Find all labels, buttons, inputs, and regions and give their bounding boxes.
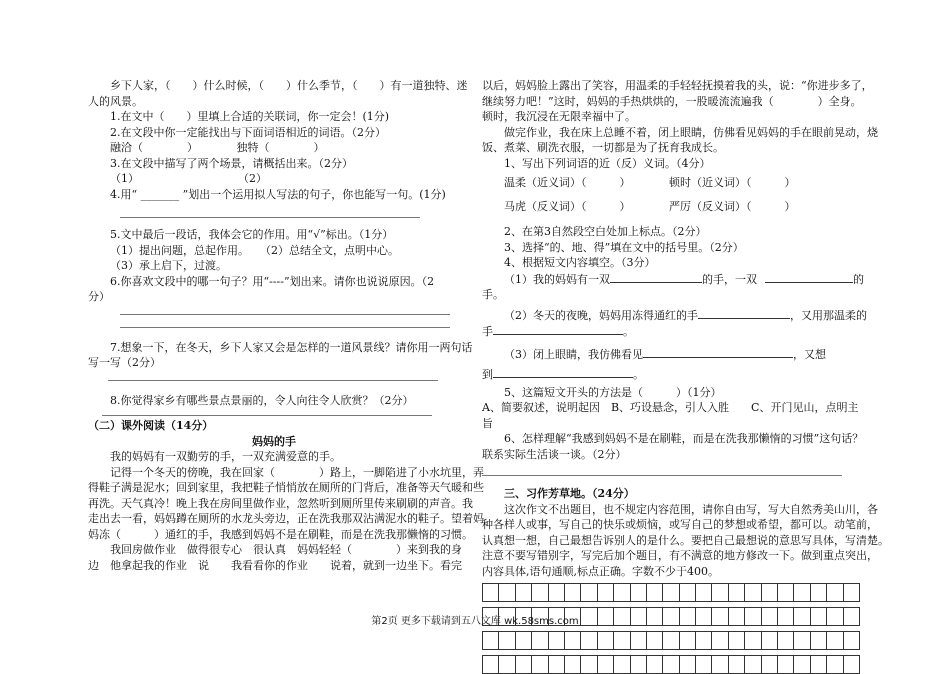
story-line: 我的妈妈有一双勤劳的手，一双充满爱意的手。 — [110, 450, 341, 463]
composition-line: 这次作文不出题目，也不规定内容范围，请你自由写，写大自然秀美山川，各 — [504, 502, 878, 516]
story-line: 以后，妈妈脸上露出了笑容，用温柔的手轻轻抚摸着我的头，说：“你进步多了， — [482, 79, 873, 92]
right-column — [482, 78, 889, 674]
composition-line: 种各样人或事，写自己的快乐或烦恼，或写自己的梦想或希望，都可以。动笔前， — [482, 518, 878, 531]
answer-line — [120, 313, 450, 315]
fill-text: 的 — [853, 272, 864, 286]
fill-text: 。 — [633, 368, 644, 381]
grid-row — [483, 632, 860, 650]
question-8: 8.你觉得家乡有哪些景点景丽的，令人向往令人欣赏？（2分） — [110, 393, 414, 407]
reading-question-4-item-1 — [482, 271, 864, 288]
composition-line: 内容具体,语句通顺,标点正确。字数不少于400。 — [482, 564, 719, 578]
reading-question-4-cont — [482, 366, 860, 383]
answer-line — [120, 216, 420, 218]
fill-blank[interactable] — [698, 307, 790, 319]
reading-question-4-item-3 — [482, 346, 860, 363]
fill-text: ，又想 — [793, 347, 826, 361]
story-line: 顿时，我沉浸在无限幸福中了。 — [482, 110, 636, 123]
reading-question-4-item-2 — [482, 307, 867, 324]
reading-question-4: 4、根据短文内容填空。（3分） — [504, 256, 656, 269]
question-1: 1.在文中（ ）里填上合适的关联词，你一定会！(1分) — [110, 110, 390, 123]
question-5-option: （3）承上启下，过渡。 — [110, 259, 227, 272]
fill-blank[interactable] — [643, 346, 793, 358]
reading-question-5-cont: 旨 — [482, 416, 493, 430]
reading-question-1-row: 温柔（近义词）（ ） 顿时（近义词）（ ） — [504, 176, 796, 189]
story-line: 边 他拿起我的作业 说 我看看你的作业 说着，就到一边坐下。看完 — [88, 558, 462, 572]
answer-line — [120, 326, 450, 328]
left-column — [88, 78, 484, 573]
reading-question-2: 2、在第3自然段空白处加上标点。（2分） — [504, 225, 707, 238]
passage-line: 乡下人家，（ ）什么时候，（ ）什么季节，（ ）有一道独特、迷 — [110, 79, 468, 92]
fill-text: （3）闭上眼睛，我仿佛看见 — [504, 347, 643, 361]
story-line: 妈冻（ ）通红的手，我感到妈妈不是在刷鞋，而是在洗我那懒惰的习惯。 — [88, 527, 473, 541]
answer-line — [102, 414, 432, 416]
question-7: 7.想象一下，在冬天，乡下人家又会是怎样的一道风景线？请你用一两句话 — [110, 340, 473, 354]
reading-question-4-cont: 手。 — [482, 288, 504, 301]
story-line: 做完作业，我在床上总睡不着，闭上眼睛，仿佛看见妈妈的手在眼前晃动，烧 — [504, 125, 878, 139]
question-2: 2.在文段中你一定能找出与下面词语相近的词语。（2分） — [110, 125, 386, 139]
reading-question-5-options: A、简要叙述，说明起因 B、巧设悬念，引人入胜 C、开门见山，点明主 — [482, 401, 859, 414]
reading-question-5: 5、这篇短文开头的方法是（ ）（1分） — [504, 385, 722, 399]
story-line: 继续努力吧！”这时，妈妈的手热烘烘的，一股暖流流遍我（ ）全身。 — [482, 94, 862, 108]
fill-blank[interactable] — [493, 323, 623, 335]
question-5: 5.文中最后一段话，我体会它的作用。用“√”标出。（1分） — [110, 228, 394, 241]
answer-line — [482, 474, 842, 476]
story-line: 再洗。天气真冷！晚上我在房间里做作业，忽然听到厕所里传来刷刷的声音。我 — [88, 496, 473, 510]
fill-blank[interactable] — [493, 366, 633, 378]
question-7-cont: 写一写（2分） — [88, 356, 161, 369]
grid-row — [483, 584, 860, 602]
question-6: 6.你喜欢文段中的哪一句子？用“----”划出来。请你也说说原因。（2 — [110, 274, 435, 288]
fill-blank[interactable] — [765, 271, 853, 283]
grid-row — [483, 656, 860, 674]
section-2-heading: （二）课外阅读（14分） — [88, 419, 214, 432]
story-line: 饭、煮菜、刷洗衣服，一切都是为了抚育我成长。 — [482, 141, 724, 154]
question-6-cont: 分） — [88, 290, 110, 303]
story-line: 得鞋子满是泥水；回到家里，我把鞋子悄悄放在厕所的门背后，准备等天气暖和些 — [88, 481, 484, 494]
composition-line: 注意不要写错别字，写完后加个题目，有不满意的地方修改一下。做到重点突出， — [482, 549, 878, 562]
reading-question-6: 6、怎样理解“我感到妈妈不是在刷鞋，而是在洗我那懒惰的习惯”这句话？ — [504, 432, 864, 445]
passage-line: 人的风景。 — [88, 94, 143, 108]
writing-grid[interactable] — [482, 583, 860, 674]
fill-text: ，又用那温柔的 — [790, 308, 867, 322]
composition-line: 认真想一想，自己最想告诉别人的是什么。要把自己最想说的意思写具体，写清楚。 — [482, 533, 889, 547]
reading-question-6-cont: 联系实际生活谈一谈。（2分） — [482, 447, 627, 461]
reading-question-3: 3、选择“的、地、得”填在文中的括号里。（2分） — [504, 240, 744, 254]
fill-text: 到 — [482, 368, 493, 381]
fill-text: 手 — [482, 325, 493, 338]
fill-blank[interactable] — [610, 271, 702, 283]
question-3-items: （1） （2） — [110, 172, 267, 185]
answer-line — [108, 379, 438, 381]
fill-text: 的手，一双 — [702, 272, 757, 286]
story-title: 妈妈的手 — [252, 434, 296, 448]
question-2-words: 融洽（ ） 独特（ ） — [110, 141, 325, 154]
fill-text: （2）冬天的夜晚，妈妈用冻得通红的手 — [504, 308, 698, 322]
question-5-option: （1）提出问题，总起作用。 （2）总结全文，点明中心。 — [110, 243, 399, 257]
fill-text: （1）我的妈妈有一双 — [504, 272, 610, 286]
question-4: 4.用“ _______ ”划出一个运用拟人写法的句子，你也能写一句。(1分) — [110, 187, 446, 201]
story-line: 记得一个冬天的傍晚，我在回家（ ）路上，一脚陷进了小水坑里，弄 — [110, 465, 484, 479]
reading-question-1: 1、写出下列词语的近（反）义词。（4分） — [504, 156, 711, 170]
story-line: 走出去一看，妈妈蹲在厕所的水龙头旁边，正在洗我那双沾满泥水的鞋子。望着妈 — [88, 512, 484, 525]
reading-question-1-row: 马虎（反义词）（ ） 严厉（反义词）（ ） — [504, 199, 796, 213]
story-line: 我回房做作业 做得很专心 很认真 妈妈轻轻（ ）来到我的身 — [110, 543, 462, 556]
fill-text: 。 — [623, 325, 634, 338]
section-3-heading: 三、习作芳草地。（24分） — [504, 487, 635, 500]
page-footer: 第2页 更多下载请到五八文库 wk.58sms.com — [371, 616, 579, 627]
question-3: 3.在文段中描写了两个场景，请概括出来。（2分） — [110, 156, 353, 170]
reading-question-4-cont — [482, 323, 860, 340]
